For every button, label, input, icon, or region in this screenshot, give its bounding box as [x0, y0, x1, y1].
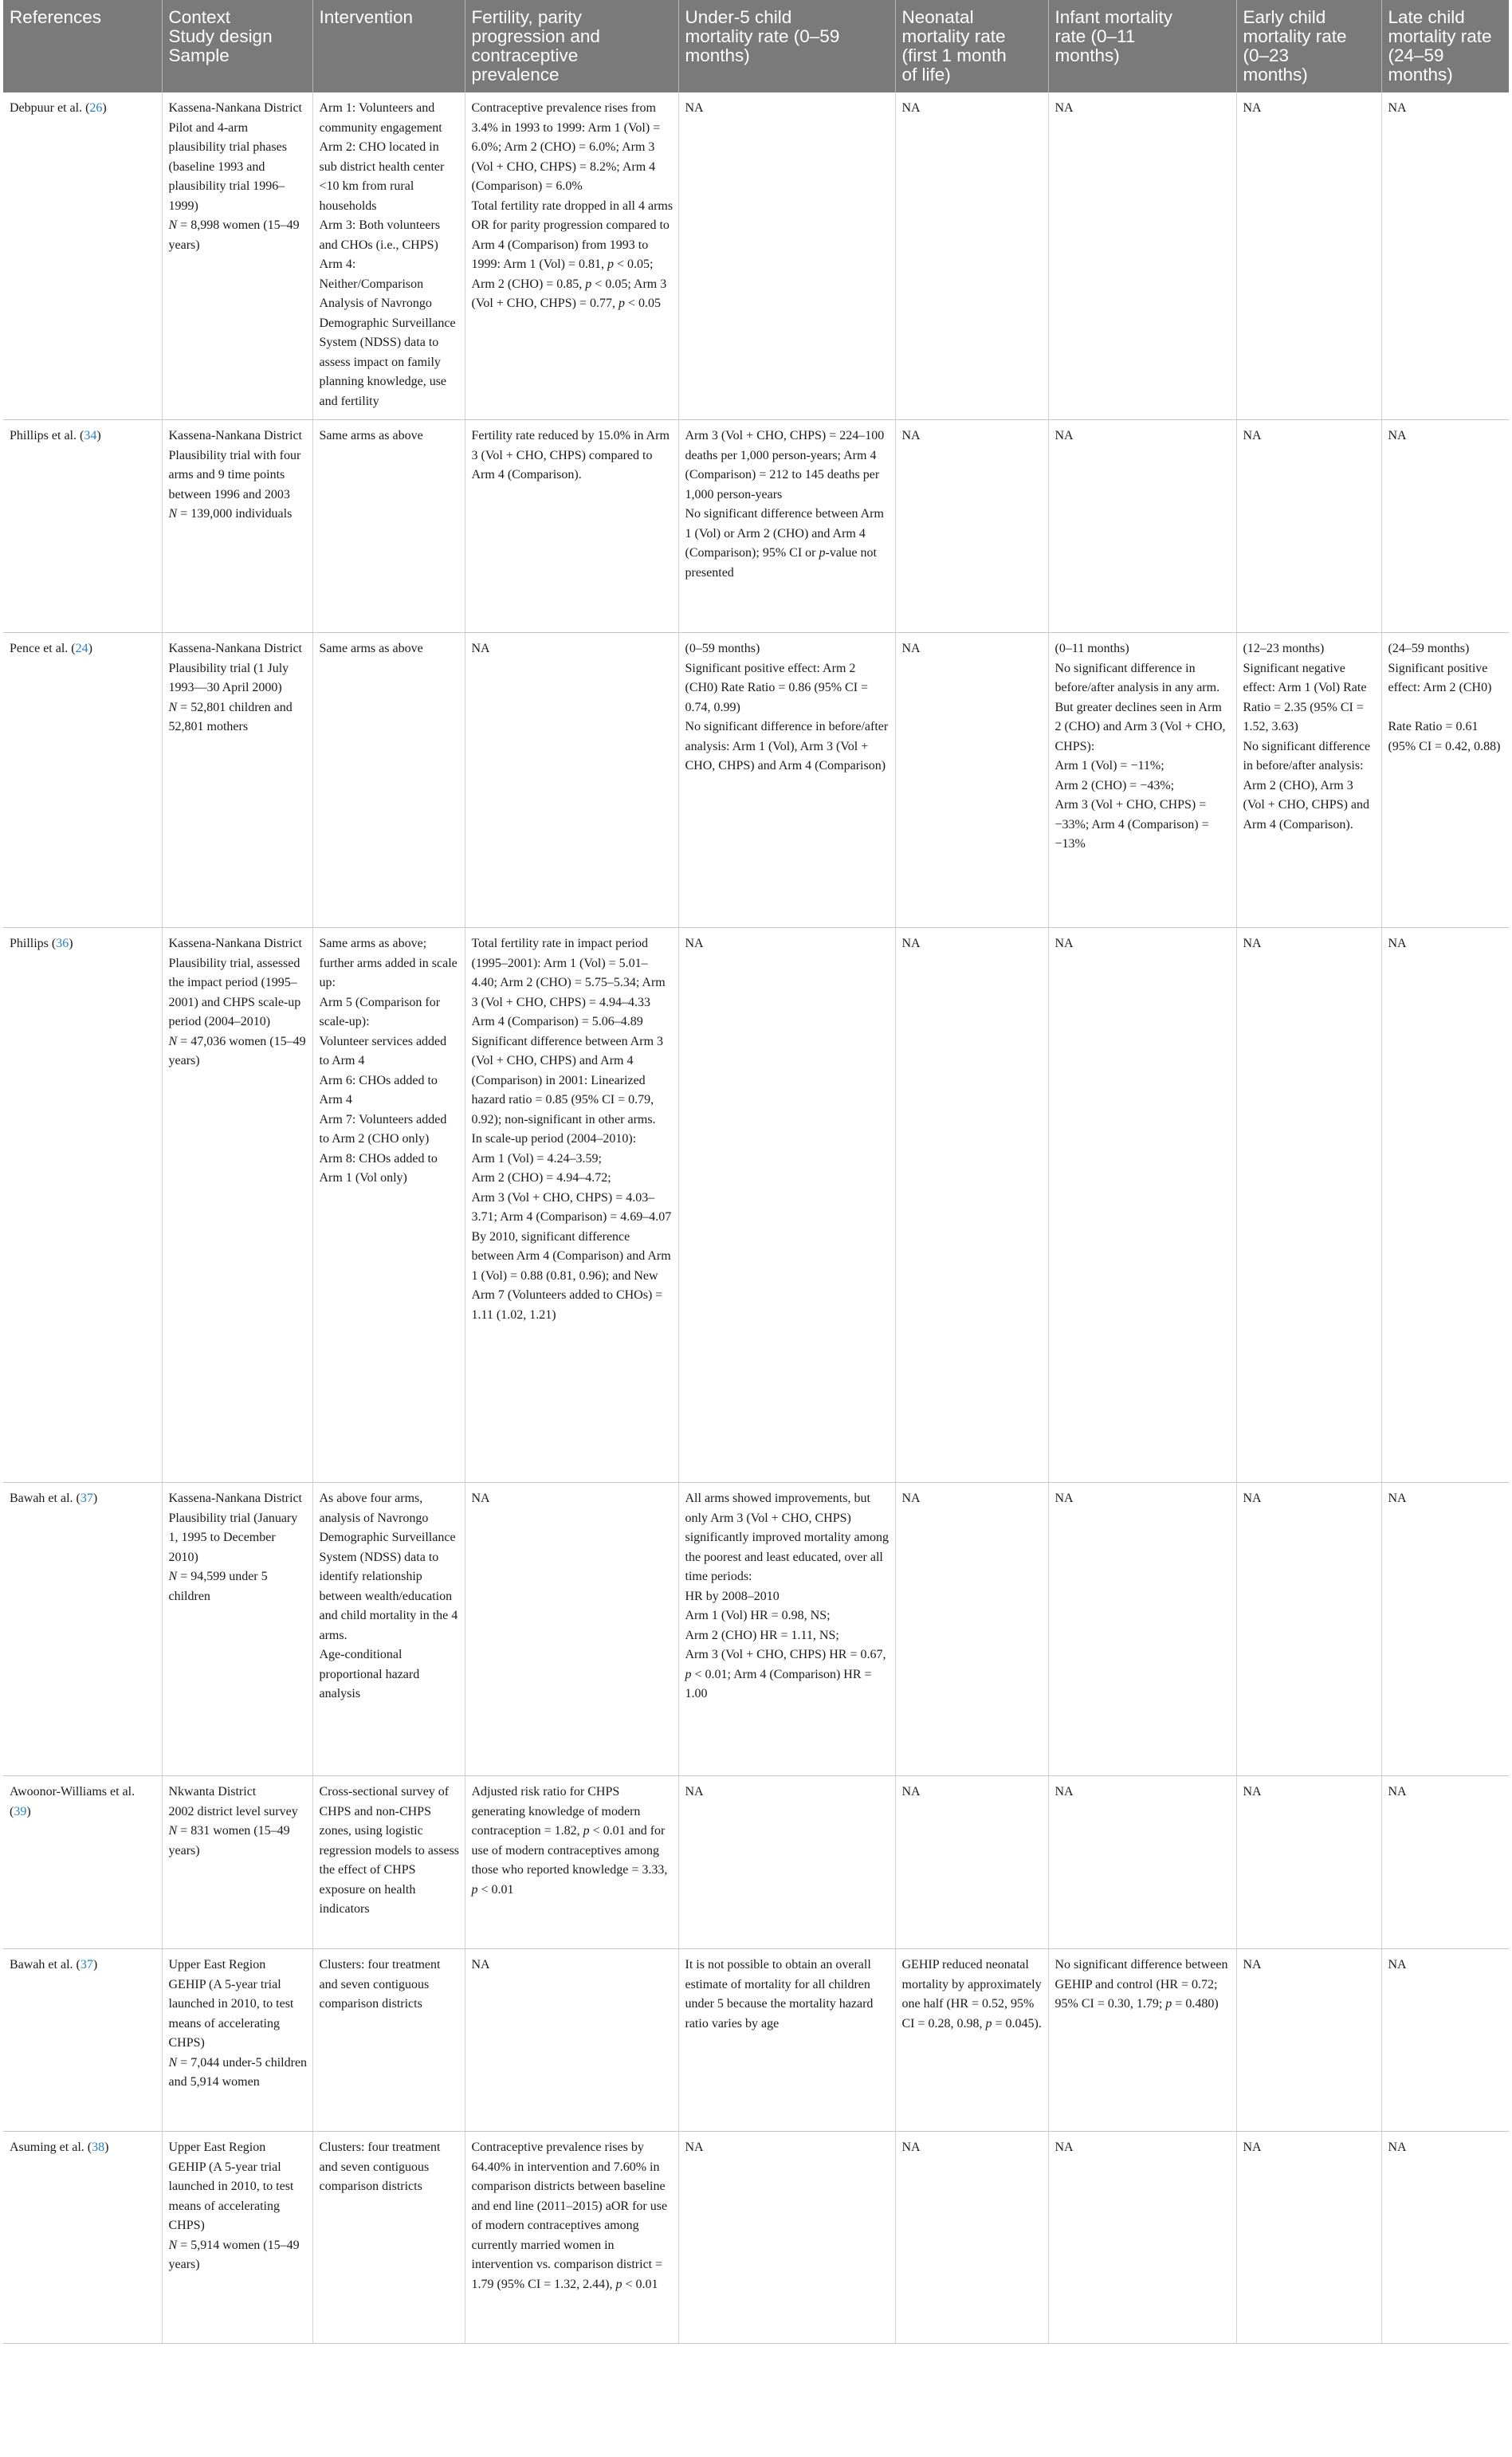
- cell-line: No significant difference in before/after analysis in any arm.: [1054, 661, 1220, 694]
- cell-line: NA: [685, 2141, 704, 2154]
- header-line: mortality rate: [901, 26, 1006, 46]
- cell-infant: [1048, 92, 1236, 420]
- cell-line: Arm 1: Volunteers and community engagement: [319, 101, 442, 135]
- cell-line: Pilot and 4-arm plausibility trial phases (baseline 1993 and plausibility trial 1996–1999): [168, 120, 287, 213]
- cell-line: NA: [1388, 1492, 1407, 1505]
- cell-line: Cross-sectional survey of CHPS and non-CHPS zones, using logistic regression models to assess the effect of CHPS exposure on health indicators: [319, 1785, 460, 1916]
- cell-line: Contraceptive prevalence rises by 64.40% in intervention and 7.60% in comparison districts between baseline and end line (2011–2015) aOR for use of modern contraceptives among currently married women in intervention vs. comparison district = 1.79 (95% CI = 1.32, 2.44), p < 0.01: [471, 2141, 668, 2291]
- cell-line: N = 5,914 women (15–49 years): [168, 2238, 300, 2271]
- header-line: References: [10, 7, 102, 27]
- cell-line: Arm 6: CHOs added to Arm 4: [319, 1073, 438, 1107]
- cell-line: N = 94,599 under 5 children: [168, 1570, 268, 1603]
- cell-late: [1381, 1483, 1509, 1776]
- cell-early: [1236, 1776, 1381, 1949]
- cell-line: Arm 2: CHO located in sub district health center <10 km from rural households: [319, 140, 445, 213]
- header-line: Study design: [168, 26, 273, 46]
- cell-intervention: [312, 633, 465, 928]
- header-line: contraceptive: [471, 45, 579, 65]
- cell-line: Same arms as above; further arms added in scale up:: [319, 937, 458, 989]
- citation-link[interactable]: 37: [80, 1958, 93, 1971]
- cell-line: NA: [1054, 1785, 1074, 1799]
- cell-line: NA: [901, 429, 921, 442]
- reference-name: Asuming et al. (: [10, 2141, 92, 2154]
- cell-line: But greater declines seen in Arm 2 (CHO) and Arm 3 (Vol + CHO, CHPS):: [1054, 700, 1226, 753]
- cell-context: [162, 1949, 312, 2132]
- cell-fertility: [465, 420, 678, 633]
- cell-line: Rate Ratio = 0.61 (95% CI = 0.42, 0.88): [1388, 720, 1501, 753]
- cell-line: NA: [901, 1785, 921, 1799]
- cell-late: [1381, 928, 1509, 1483]
- cell-line: 2002 district level survey: [168, 1804, 298, 1818]
- reference-close: ): [88, 642, 92, 655]
- cell-fertility: [465, 1483, 678, 1776]
- cell-line: NA: [1388, 937, 1407, 950]
- cell-neonatal: [895, 1949, 1048, 2132]
- cell-under5: [678, 928, 895, 1483]
- cell-line: Clusters: four treatment and seven contiguous comparison districts: [319, 1958, 441, 2011]
- cell-line: Arm 3 (Vol + CHO, CHPS) = 4.03–3.71; Arm 4 (Comparison) = 4.69–4.07: [471, 1190, 672, 1224]
- table-body: [3, 92, 1509, 2344]
- cell-line: It is not possible to obtain an overall estimate of mortality for all children under 5 because the mortality hazard ratio varies by age: [685, 1958, 874, 2030]
- cell-line: Significant negative effect: Arm 1 (Vol) Rate Ratio = 2.35 (95% CI = 1.52, 3.63): [1243, 661, 1367, 733]
- cell-line: NA: [1243, 1492, 1262, 1505]
- header-line: Under-5 child: [685, 7, 792, 27]
- citation-link[interactable]: 26: [89, 101, 103, 115]
- cell-context: [162, 2132, 312, 2344]
- cell-line: Significant positive effect: Arm 2 (CH0) Rate Ratio = 0.86 (95% CI = 0.74, 0.99): [685, 661, 869, 714]
- cell-early: [1236, 633, 1381, 928]
- cell-line: N = 47,036 women (15–49 years): [168, 1034, 306, 1067]
- header-line: (24–59: [1388, 45, 1444, 65]
- cell-line: GEHIP (A 5-year trial launched in 2010, to test means of accelerating CHPS): [168, 2160, 294, 2232]
- cell-late: [1381, 92, 1509, 420]
- cell-line: Arm 7: Volunteers added to Arm 2 (CHO only): [319, 1112, 447, 1146]
- cell-line: NA: [901, 642, 921, 655]
- cell-line: NA: [901, 2141, 921, 2154]
- cell-context: [162, 633, 312, 928]
- cell-line: NA: [1388, 1785, 1407, 1799]
- evidence-table: [3, 0, 1509, 2344]
- cell-line: NA: [1243, 101, 1262, 115]
- column-header-infant: [1048, 0, 1236, 92]
- header-line: months): [1388, 65, 1453, 85]
- cell-line: Upper East Region: [168, 2141, 266, 2154]
- cell-line: GEHIP (A 5-year trial launched in 2010, to test means of accelerating CHPS): [168, 1977, 294, 2050]
- cell-neonatal: [895, 92, 1048, 420]
- cell-line: GEHIP reduced neonatal mortality by approximately one half (HR = 0.52, 95% CI = 0.28, 0.98, p = 0.045).: [901, 1958, 1042, 2030]
- cell-line: No significant difference between Arm 1 (Vol) or Arm 2 (CHO) and Arm 4 (Comparison); 95% CI or p-value not presented: [685, 507, 884, 580]
- cell-line: NA: [471, 642, 490, 655]
- cell-reference: [3, 633, 162, 928]
- cell-neonatal: [895, 1776, 1048, 1949]
- cell-line: Arm 5 (Comparison for scale-up):: [319, 995, 441, 1028]
- cell-line: NA: [685, 937, 704, 950]
- cell-line: Arm 4: Neither/Comparison Analysis of Navrongo Demographic Surveillance System (NDSS) data to assess impact on family planning knowledge, use and fertility: [319, 257, 456, 408]
- header-line: Context: [168, 7, 231, 27]
- column-header-intervention: [312, 0, 465, 92]
- cell-under5: [678, 420, 895, 633]
- cell-line: NA: [1243, 2141, 1262, 2154]
- cell-line: Kassena-Nankana District: [168, 101, 302, 115]
- cell-neonatal: [895, 633, 1048, 928]
- table-row: [3, 1776, 1509, 1949]
- cell-line: NA: [1243, 1785, 1262, 1799]
- cell-line: NA: [1054, 1492, 1074, 1505]
- header-line: months): [685, 45, 750, 65]
- cell-late: [1381, 1949, 1509, 2132]
- cell-line: Kassena-Nankana District: [168, 429, 302, 442]
- reference-close: ): [92, 1958, 98, 1971]
- cell-line: Contraceptive prevalence rises from 3.4% in 1993 to 1999: Arm 1 (Vol) = 6.0%; Arm 2 (CHO) = 6.0%; Arm 3 (Vol + CHO, CHPS) = 8.2%; Arm 4 (Comparison) = 6.0%: [471, 101, 661, 193]
- header-line: months): [1243, 65, 1308, 85]
- cell-line: (24–59 months): [1388, 642, 1470, 655]
- cell-fertility: [465, 2132, 678, 2344]
- reference-name: Debpuur et al. (: [10, 101, 90, 115]
- reference-close: ): [26, 1804, 31, 1818]
- cell-intervention: [312, 1776, 465, 1949]
- reference-name: Awoonor-Williams et al. (: [10, 1785, 135, 1818]
- cell-early: [1236, 1483, 1381, 1776]
- cell-line: Arm 2 (CHO) HR = 1.11, NS;: [685, 1628, 839, 1642]
- citation-link[interactable]: 24: [75, 642, 88, 655]
- cell-context: [162, 928, 312, 1483]
- cell-line: Arm 4 (Comparison) = 5.06–4.89: [471, 1015, 643, 1028]
- cell-fertility: [465, 92, 678, 420]
- cell-line: N = 8,998 women (15–49 years): [168, 218, 300, 252]
- citation-link[interactable]: 39: [14, 1804, 27, 1818]
- cell-line: NA: [1388, 2141, 1407, 2154]
- cell-line: NA: [901, 1492, 921, 1505]
- cell-intervention: [312, 92, 465, 420]
- cell-line: NA: [1243, 429, 1262, 442]
- header-line: Neonatal: [901, 7, 974, 27]
- cell-infant: [1048, 2132, 1236, 2344]
- cell-line: N = 831 women (15–49 years): [168, 1824, 290, 1857]
- cell-line: Nkwanta District: [168, 1785, 257, 1799]
- cell-line: NA: [1054, 937, 1074, 950]
- cell-line: No significant difference in before/after analysis: Arm 1 (Vol), Arm 3 (Vol + CHO, CHPS) and Arm 4 (Comparison): [685, 720, 889, 772]
- cell-line: NA: [901, 937, 921, 950]
- cell-under5: [678, 92, 895, 420]
- cell-reference: [3, 928, 162, 1483]
- cell-line: Plausibility trial (1 July 1993—30 April 2000): [168, 661, 289, 694]
- citation-link[interactable]: 38: [92, 2141, 105, 2154]
- cell-early: [1236, 1949, 1381, 2132]
- cell-intervention: [312, 420, 465, 633]
- column-header-references: [3, 0, 162, 92]
- reference-name: Pence et al. (: [10, 642, 76, 655]
- table-row: [3, 2132, 1509, 2344]
- cell-neonatal: [895, 928, 1048, 1483]
- header-row: [3, 0, 1509, 92]
- cell-line: N = 7,044 under-5 children and 5,914 women: [168, 2055, 308, 2089]
- table-row: [3, 420, 1509, 633]
- cell-context: [162, 92, 312, 420]
- cell-line: Total fertility rate dropped in all 4 arms: [471, 199, 674, 213]
- cell-line: Arm 3 (Vol + CHO, CHPS) = 224–100 deaths per 1,000 person-years; Arm 4 (Comparison) = 212 to 145 deaths per 1,000 person-years: [685, 429, 885, 501]
- cell-infant: [1048, 1483, 1236, 1776]
- header-line: mortality rate: [1388, 26, 1492, 46]
- header-line: (0–23: [1243, 45, 1290, 65]
- cell-line: (0–11 months): [1054, 642, 1129, 655]
- header-line: mortality rate (0–59: [685, 26, 840, 46]
- citation-link[interactable]: 34: [84, 429, 97, 442]
- cell-line: Arm 8: CHOs added to Arm 1 (Vol only): [319, 1151, 438, 1185]
- reference-close: ): [69, 937, 73, 950]
- cell-neonatal: [895, 1483, 1048, 1776]
- cell-line: Plausibility trial with four arms and 9 time points between 1996 and 2003: [168, 448, 301, 501]
- cell-line: Total fertility rate in impact period (1995–2001): Arm 1 (Vol) = 5.01–4.40; Arm 2 (CHO) = 5.75–5.34; Arm 3 (Vol + CHO, CHPS) = 4.94–4.33: [471, 937, 666, 1009]
- cell-line: All arms showed improvements, but only Arm 3 (Vol + CHO, CHPS) significantly improved mortality among the poorest and least educated, over all time periods:: [685, 1492, 890, 1583]
- cell-line: NA: [1388, 1958, 1407, 1971]
- table-row: [3, 1483, 1509, 1776]
- cell-line: Arm 3 (Vol + CHO, CHPS) = −33%; Arm 4 (Comparison) = −13%: [1054, 798, 1209, 851]
- header-line: months): [1054, 45, 1120, 65]
- cell-line: [1388, 698, 1505, 718]
- cell-neonatal: [895, 420, 1048, 633]
- cell-line: (0–59 months): [685, 642, 760, 655]
- column-header-neonatal: [895, 0, 1048, 92]
- header-line: prevalence: [471, 65, 560, 85]
- cell-line: No significant difference between GEHIP and control (HR = 0.72; 95% CI = 0.30, 1.79; p = 0.480): [1054, 1958, 1228, 2011]
- cell-line: N = 139,000 individuals: [168, 507, 293, 521]
- cell-line: N = 52,801 children and 52,801 mothers: [168, 700, 293, 733]
- cell-line: NA: [471, 1492, 490, 1505]
- cell-infant: [1048, 1949, 1236, 2132]
- cell-reference: [3, 92, 162, 420]
- header-line: Infant mortality: [1054, 7, 1173, 27]
- cell-reference: [3, 2132, 162, 2344]
- cell-line: NA: [1054, 429, 1074, 442]
- column-header-fertility: [465, 0, 678, 92]
- cell-line: Adjusted risk ratio for CHPS generating knowledge of modern contraception = 1.82, p < 0.01 and for use of modern contraceptives among those who reported knowledge = 3.33, p < 0.01: [471, 1785, 668, 1897]
- column-header-late: [1381, 0, 1509, 92]
- header-line: mortality rate: [1243, 26, 1347, 46]
- cell-line: NA: [901, 101, 921, 115]
- header-line: Late child: [1388, 7, 1465, 27]
- cell-context: [162, 420, 312, 633]
- cell-infant: [1048, 1776, 1236, 1949]
- cell-line: Age-conditional proportional hazard analysis: [319, 1648, 420, 1700]
- cell-line: No significant difference in before/after analysis: Arm 2 (CHO), Arm 3 (Vol + CHO, CHPS) and Arm 4 (Comparison).: [1243, 739, 1371, 831]
- cell-neonatal: [895, 2132, 1048, 2344]
- cell-line: Arm 1 (Vol) = −11%;: [1054, 759, 1164, 772]
- cell-reference: [3, 1949, 162, 2132]
- citation-link[interactable]: 36: [56, 937, 69, 950]
- cell-line: Volunteer services added to Arm 4: [319, 1034, 447, 1067]
- cell-early: [1236, 92, 1381, 420]
- cell-line: OR for parity progression compared to Arm 4 (Comparison) from 1993 to 1999: Arm 1 (Vol) = 0.81, p < 0.05; Arm 2 (CHO) = 0.85, p < 0.05; Arm 3 (Vol + CHO, CHPS) = 0.77, p < 0.05: [471, 218, 670, 310]
- header-line: rate (0–11: [1054, 26, 1136, 46]
- cell-intervention: [312, 1949, 465, 2132]
- column-header-early: [1236, 0, 1381, 92]
- cell-infant: [1048, 928, 1236, 1483]
- cell-line: Plausibility trial, assessed the impact period (1995–2001) and CHPS scale-up period (2004–2010): [168, 956, 301, 1028]
- cell-line: Arm 2 (CHO) = 4.94–4.72;: [471, 1171, 611, 1185]
- column-header-context: [162, 0, 312, 92]
- cell-line: NA: [685, 101, 704, 115]
- header-line: (first 1 month: [901, 45, 1007, 65]
- cell-line: Arm 2 (CHO) = −43%;: [1054, 778, 1175, 792]
- cell-under5: [678, 1483, 895, 1776]
- reference-name: Bawah et al. (: [10, 1492, 81, 1505]
- cell-late: [1381, 420, 1509, 633]
- cell-line: Kassena-Nankana District: [168, 937, 302, 950]
- cell-line: In scale-up period (2004–2010):: [471, 1132, 637, 1146]
- cell-line: NA: [1388, 101, 1407, 115]
- cell-intervention: [312, 2132, 465, 2344]
- table-row: [3, 1949, 1509, 2132]
- cell-line: NA: [1243, 1958, 1262, 1971]
- cell-line: Fertility rate reduced by 15.0% in Arm 3 (Vol + CHO, CHPS) compared to Arm 4 (Comparison).: [471, 429, 670, 482]
- cell-early: [1236, 2132, 1381, 2344]
- header-line: of life): [901, 65, 951, 85]
- cell-line: Same arms as above: [319, 642, 423, 655]
- cell-line: Clusters: four treatment and seven contiguous comparison districts: [319, 2141, 441, 2193]
- cell-fertility: [465, 928, 678, 1483]
- reference-name: Bawah et al. (: [10, 1958, 81, 1971]
- cell-line: NA: [1388, 429, 1407, 442]
- header-line: Fertility, parity: [471, 7, 582, 27]
- reference-close: ): [104, 2141, 109, 2154]
- cell-under5: [678, 2132, 895, 2344]
- cell-context: [162, 1483, 312, 1776]
- reference-close: ): [96, 429, 101, 442]
- cell-line: NA: [685, 1785, 704, 1799]
- reference-name: Phillips (: [10, 937, 57, 950]
- table-row: [3, 92, 1509, 420]
- cell-reference: [3, 1776, 162, 1949]
- cell-under5: [678, 633, 895, 928]
- table-row: [3, 633, 1509, 928]
- cell-under5: [678, 1776, 895, 1949]
- cell-line: Arm 3 (Vol + CHO, CHPS) HR = 0.67, p < 0.01; Arm 4 (Comparison) HR = 1.00: [685, 1648, 886, 1700]
- cell-line: Significant difference between Arm 3 (Vol + CHO, CHPS) and Arm 4 (Comparison) in 2001: Linearized hazard ratio = 0.85 (95% CI = 0.79, 0.92); non-significant in other arms.: [471, 1034, 664, 1126]
- cell-intervention: [312, 1483, 465, 1776]
- reference-close: ): [92, 1492, 98, 1505]
- table-row: [3, 928, 1509, 1483]
- citation-link[interactable]: 37: [80, 1492, 93, 1505]
- reference-name: Phillips et al. (: [10, 429, 84, 442]
- cell-line: Plausibility trial (January 1, 1995 to December 2010): [168, 1511, 298, 1564]
- cell-line: Significant positive effect: Arm 2 (CH0): [1388, 661, 1492, 694]
- cell-fertility: [465, 633, 678, 928]
- cell-early: [1236, 420, 1381, 633]
- cell-late: [1381, 2132, 1509, 2344]
- reference-close: ): [102, 101, 107, 115]
- cell-late: [1381, 633, 1509, 928]
- cell-reference: [3, 1483, 162, 1776]
- header-line: Sample: [168, 45, 230, 65]
- cell-line: By 2010, significant difference between Arm 4 (Comparison) and Arm 1 (Vol) = 0.88 (0.81, 0.96); and New Arm 7 (Volunteers added to CHOs) = 1.11 (1.02, 1.21): [471, 1229, 671, 1322]
- header-line: Early child: [1243, 7, 1326, 27]
- cell-context: [162, 1776, 312, 1949]
- cell-line: Upper East Region: [168, 1958, 266, 1971]
- cell-late: [1381, 1776, 1509, 1949]
- cell-line: As above four arms, analysis of Navrongo Demographic Surveillance System (NDSS) data to identify relationship between wealth/education and child mortality in the 4 arms.: [319, 1492, 458, 1642]
- cell-line: NA: [471, 1958, 490, 1971]
- cell-line: Arm 1 (Vol) HR = 0.98, NS;: [685, 1609, 831, 1622]
- cell-line: (12–23 months): [1243, 642, 1325, 655]
- cell-line: Kassena-Nankana District: [168, 642, 302, 655]
- header-line: progression and: [471, 26, 600, 46]
- cell-fertility: [465, 1949, 678, 2132]
- column-header-under5: [678, 0, 895, 92]
- cell-line: NA: [1243, 937, 1262, 950]
- cell-infant: [1048, 633, 1236, 928]
- cell-reference: [3, 420, 162, 633]
- cell-under5: [678, 1949, 895, 2132]
- cell-early: [1236, 928, 1381, 1483]
- cell-line: NA: [1054, 101, 1074, 115]
- cell-line: Same arms as above: [319, 429, 423, 442]
- cell-line: HR by 2008–2010: [685, 1589, 780, 1603]
- cell-fertility: [465, 1776, 678, 1949]
- cell-line: Arm 3: Both volunteers and CHOs (i.e., CHPS): [319, 218, 441, 252]
- header-line: Intervention: [319, 7, 414, 27]
- cell-intervention: [312, 928, 465, 1483]
- cell-line: Arm 1 (Vol) = 4.24–3.59;: [471, 1151, 602, 1166]
- cell-infant: [1048, 420, 1236, 633]
- cell-line: Kassena-Nankana District: [168, 1492, 302, 1505]
- cell-line: NA: [1054, 2141, 1074, 2154]
